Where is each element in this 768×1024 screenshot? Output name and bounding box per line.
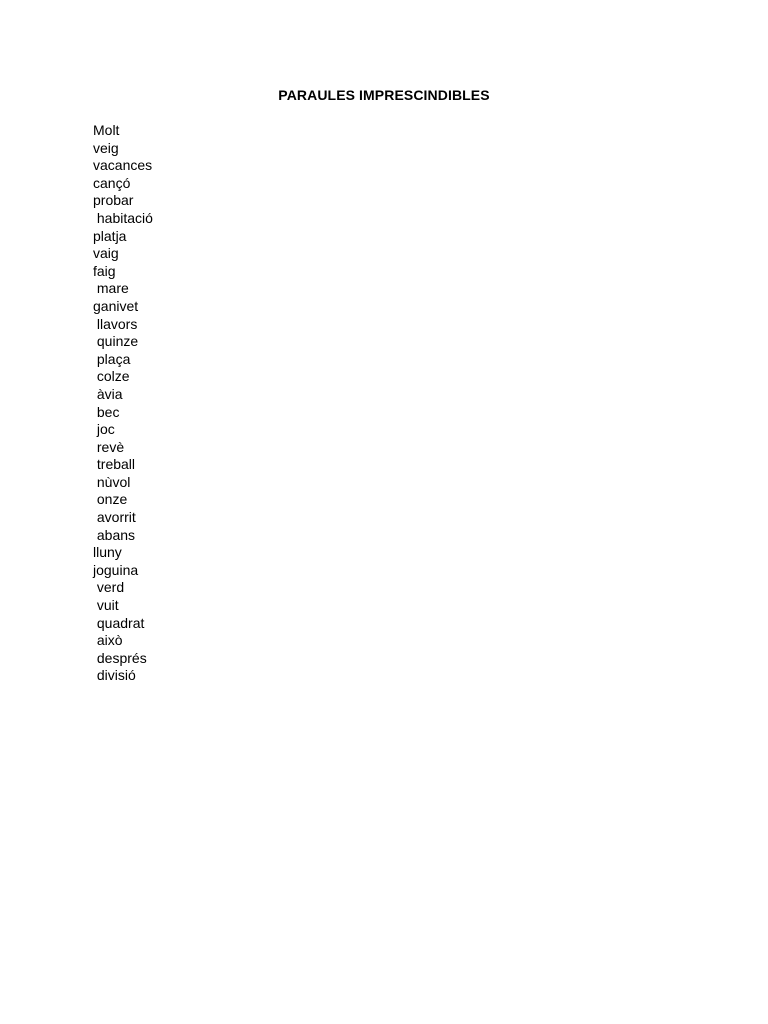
word-list-item: joguina <box>93 561 139 578</box>
word-list-item: divisió <box>93 667 136 684</box>
word-list-item: ganivet <box>93 297 139 314</box>
word-list-item: nùvol <box>93 473 131 490</box>
word-list <box>93 122 153 685</box>
word-list-item: onze <box>93 491 128 508</box>
word-list-item: mare <box>93 280 129 297</box>
word-list-item: llavors <box>93 315 138 332</box>
word-list-item: platja <box>93 227 127 244</box>
word-list-item: cançó <box>93 174 131 191</box>
word-list-item: abans <box>93 526 136 543</box>
word-list-item: avorrit <box>93 509 136 526</box>
word-list-item: colze <box>93 368 130 385</box>
word-list-item: faig <box>93 262 116 279</box>
word-list-item: vacances <box>93 157 153 174</box>
word-list-item: probar <box>93 192 134 209</box>
word-list-item: això <box>93 632 123 649</box>
word-list-item: vuit <box>93 597 119 614</box>
word-list-item: quadrat <box>93 614 145 631</box>
word-list-item: veig <box>93 139 119 156</box>
word-list-item: Molt <box>93 122 120 138</box>
word-list-item: revè <box>93 438 125 455</box>
word-list-item: vaig <box>93 245 119 262</box>
word-list-item: àvia <box>93 385 123 402</box>
page-title: PARAULES IMPRESCINDIBLES <box>278 87 490 103</box>
word-list-item: treball <box>93 456 136 473</box>
word-list-item: bec <box>93 403 120 420</box>
word-list-item: verd <box>93 579 125 596</box>
word-list-item: plaça <box>93 350 131 367</box>
word-list-item: joc <box>93 421 115 438</box>
word-list-item: habitació <box>93 209 153 226</box>
word-list-item: lluny <box>93 544 122 561</box>
word-list-item: quinze <box>93 333 139 350</box>
word-list-item: després <box>93 649 147 666</box>
